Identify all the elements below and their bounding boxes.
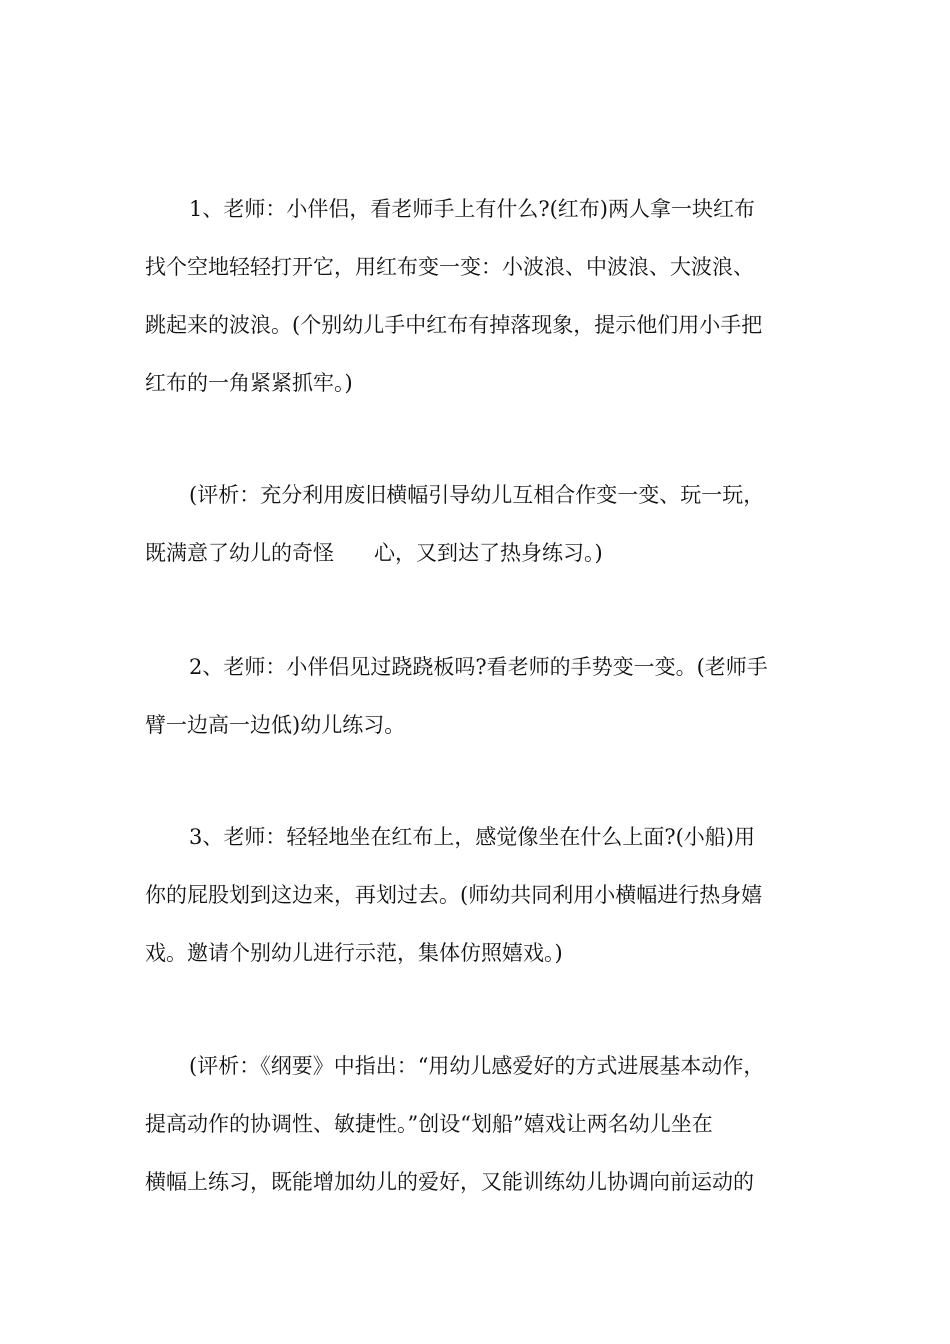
text-line: 臂一边高一边低)幼儿练习。 (145, 713, 406, 737)
paragraph-5 (145, 1037, 825, 1211)
paragraph-4 (145, 808, 825, 982)
text-line: (评析：充分利用废旧横幅引导幼儿互相合作变一变、玩一玩， (189, 483, 765, 507)
text-line: 跳起来的波浪。(个别幼儿手中红布有掉落现象，提示他们用小手把 (145, 313, 763, 337)
text-line: 1、老师：小伴侣，看老师手上有什么?(红布)两人拿一块红布 (189, 197, 756, 221)
paragraph-2 (145, 466, 825, 582)
paragraph-1 (145, 180, 825, 412)
text-line: 戏。邀请个别幼儿进行示范，集体仿照嬉戏。) (145, 941, 563, 965)
text-line: 找个空地轻轻打开它，用红布变一变：小波浪、中波浪、大波浪、 (145, 255, 754, 279)
text-line: (评析：《纲要》中指出：“用幼儿感爱好的方式进展基本动作， (189, 1054, 765, 1078)
text-fragment: 心，又到达了热身练习。) (374, 541, 603, 565)
text-line: 红布的一角紧紧抓牢。) (145, 371, 353, 395)
paragraph-3 (145, 638, 825, 754)
text-line: 你的屁股划到这边来，再划过去。(师幼共同利用小横幅进行热身嬉 (145, 883, 763, 907)
text-fragment: 既满意了幼儿的奇怪 (145, 541, 334, 565)
text-line: 2、老师：小伴侣见过跷跷板吗?看老师的手势变一变。(老师手 (189, 655, 768, 679)
text-line (145, 524, 825, 582)
text-line: 横幅上练习，既能增加幼儿的爱好，又能训练幼儿协调向前运动的 (145, 1170, 754, 1194)
text-line: 提高动作的协调性、敏捷性。”创设“划船”嬉戏让两名幼儿坐在 (145, 1112, 713, 1136)
text-line: 3、老师：轻轻地坐在红布上，感觉像坐在什么上面?(小船)用 (189, 825, 756, 849)
